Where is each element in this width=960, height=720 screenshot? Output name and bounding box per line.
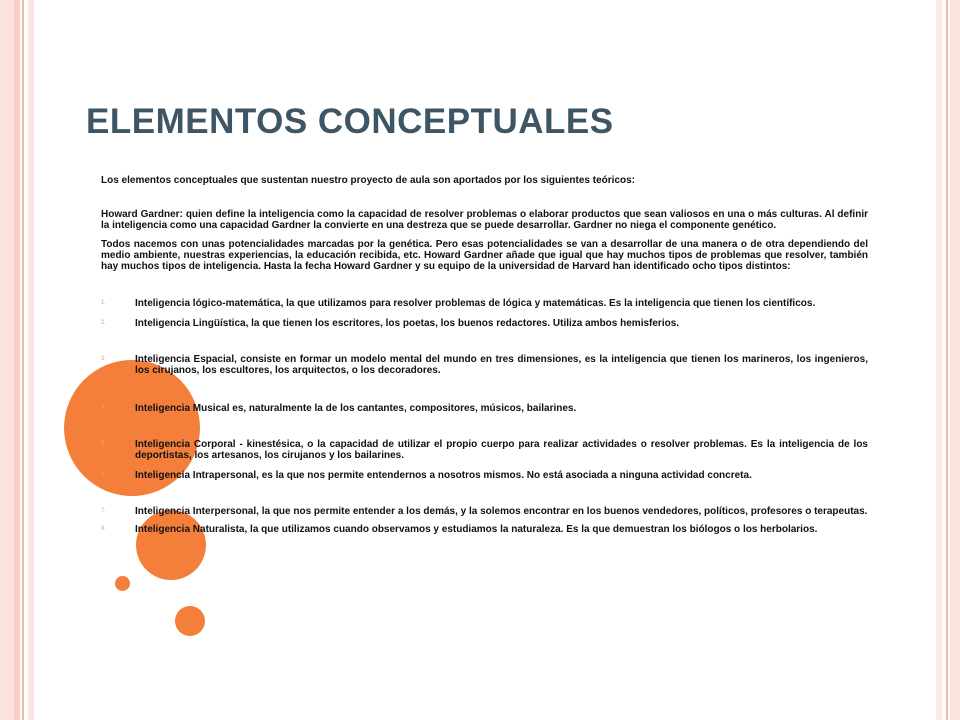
list-number: 8. (101, 526, 107, 532)
list-number: 4. (101, 405, 107, 411)
decor-stripe (950, 0, 960, 720)
intelligence-list (101, 298, 868, 535)
slide-title: ELEMENTOS CONCEPTUALES (86, 102, 614, 141)
list-item (101, 318, 868, 329)
list-number: 2. (101, 320, 107, 326)
decor-circle-small (175, 606, 205, 636)
list-number: 7. (101, 508, 107, 514)
list-item-text: Inteligencia Intrapersonal, es la que nos permite entendernos a nosotros mismos. No está asociada a ninguna actividad concreta. (135, 470, 752, 481)
list-item-text: Inteligencia Espacial, consiste en formar un modelo mental del mundo en tres dimensiones, es la inteligencia que tienen los marineros, los ingenieros, los cirujanos, los escultores, los arquitectos, o los decoradores. (135, 354, 868, 376)
decor-circle-small (115, 576, 130, 591)
decor-stripe (14, 0, 20, 720)
list-item (101, 403, 868, 414)
decor-stripe (936, 0, 942, 720)
list-item (101, 470, 868, 481)
list-item (101, 506, 868, 517)
potential-paragraph: Todos nacemos con unas potencialidades marcadas por la genética. Pero esas potencialidades se van a desarrollar de una manera o de otra dependiendo del medio ambiente, nuestras experiencias, la educación recibida, etc. Howard Gardner añade que igual que hay muchos tipos de problemas que resolver, también hay muchos tipos de inteligencia. Hasta la fecha Howard Gardner y su equipo de la universidad de Harvard han identificado ocho tipos distintos: (101, 239, 868, 272)
decor-stripe (0, 0, 14, 720)
list-item (101, 524, 868, 535)
list-item-text: Inteligencia Lingüística, la que tienen los escritores, los poetas, los buenos redactores. Utiliza ambos hemisferios. (135, 318, 680, 329)
decor-stripe (22, 0, 24, 720)
list-number: 3. (101, 356, 107, 362)
slide-content (101, 175, 868, 535)
gardner-paragraph: Howard Gardner: quien define la inteligencia como la capacidad de resolver problemas o elaborar productos que sean valiosos en una o más culturas. Al definir la inteligencia como una capacidad Gardner la convierte en una destreza que se puede desarrollar. Gardner no niega el componente genético. (101, 209, 868, 231)
list-item-text: Inteligencia Interpersonal, la que nos permite entender a los demás, y la solemos encontrar en los buenos vendedores, políticos, profesores o terapeutas. (135, 506, 868, 517)
list-item-text: Inteligencia Corporal - kinestésica, o la capacidad de utilizar el propio cuerpo para realizar actividades o resolver problemas. Es la inteligencia de los deportistas, los artesanos, los cirujanos y los bailarines. (135, 439, 868, 461)
list-item-text: Inteligencia lógico-matemática, la que utilizamos para resolver problemas de lógica y matemáticas. Es la inteligencia que tienen los científicos. (135, 298, 816, 309)
decor-stripe (28, 0, 34, 720)
intro-paragraph: Los elementos conceptuales que sustentan nuestro proyecto de aula son aportados por los siguientes teóricos: (101, 175, 636, 186)
list-item (101, 439, 868, 461)
list-number: 6. (101, 472, 107, 478)
list-number: 5. (101, 441, 107, 447)
list-item (101, 354, 868, 376)
list-item-text: Inteligencia Musical es, naturalmente la de los cantantes, compositores, músicos, bailarines. (135, 403, 577, 414)
decor-stripe (946, 0, 948, 720)
list-item (101, 298, 868, 309)
list-item-text: Inteligencia Naturalista, la que utilizamos cuando observamos y estudiamos la naturaleza. Es la que demuestran los biólogos o los herbolarios. (135, 524, 818, 535)
list-number: 1. (101, 300, 107, 306)
